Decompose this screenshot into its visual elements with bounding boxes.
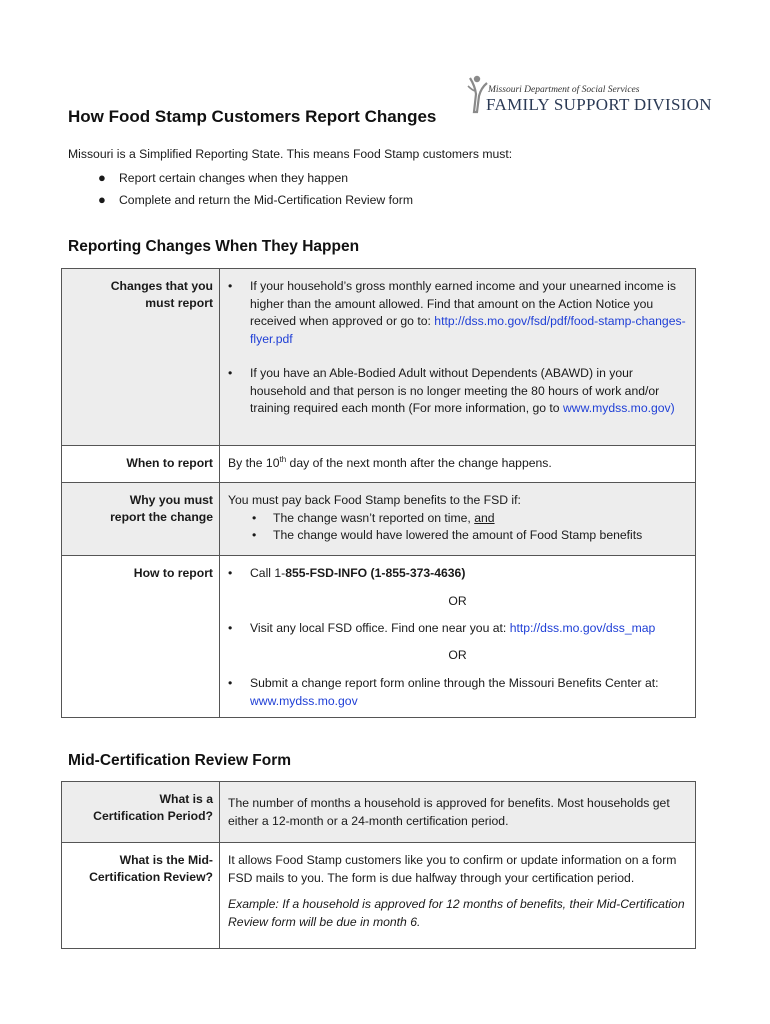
page-title: How Food Stamp Customers Report Changes [68,107,437,126]
row-label: Changes that you must report [62,269,220,446]
bullet-icon: • [228,676,233,690]
logo-dept-text: Missouri Department of Social Services [488,85,640,95]
list-item: • Visit any local FSD office. Find one near you at: http://dss.mo.gov/dss_map [228,620,687,638]
or-divider: OR [448,593,467,608]
list-item: • The change wasn’t reported on time, and [228,510,687,528]
intro-list [68,169,413,213]
table-row [62,556,696,718]
row-value [220,556,696,718]
fsd-logo [466,74,712,118]
or-divider: OR [448,647,467,662]
section-heading-midcert: Mid-Certification Review Form [68,752,292,769]
bullet-icon: • [252,528,257,542]
mydss-link[interactable]: www.mydss.mo.gov) [562,401,675,415]
table-row [62,269,696,446]
bullet-icon: • [228,279,233,293]
row-label: Why you must report the change [62,483,220,556]
section-heading-reporting: Reporting Changes When They Happen [68,238,360,255]
row-value: By the 10th day of the next month after the change happens. [220,446,696,483]
example-text: Example: If a household is approved for 12 months of benefits, their Mid-Certification Review form will be due in month 6. [228,897,685,929]
bullet-icon: ● [98,192,106,207]
row-label: How to report [62,556,220,718]
mydss-link[interactable]: www.mydss.mo.gov [250,693,358,708]
table-row [62,483,696,556]
bullet-icon: • [228,621,233,635]
reporting-table [61,268,696,718]
bullet-icon: • [228,366,233,380]
phone-number[interactable]: 855-FSD-INFO (1-855-373-4636) [285,566,466,580]
row-label: What is the Mid- Certification Review? [62,843,220,949]
row-value: It allows Food Stamp customers like you to confirm or update information on a form FSD mails to you. The form is due halfway through your certification period. Example: If a household is approved for 12 months of benefits, their Mid-Certification Review form will be due in month 6. [220,843,696,949]
table-row [62,446,696,483]
list-item: • If your household’s gross monthly earned income and your unearned income is higher than the amount allowed. Find that amount on the Action Notice you received when approved or go to: http://dss.mo.gov/fsd/pdf/food-stamp-changes-flyer.pdf [228,279,686,346]
list-item: • Call 1-855-FSD-INFO (1-855-373-4636) [228,565,687,583]
list-item: ● Complete and return the Mid-Certification Review form [98,192,413,207]
bullet-icon: ● [98,170,106,185]
list-item: • If you have an Able-Bodied Adult without Dependents (ABAWD) in your household and that person is no longer meeting the 80 hours of work and/or training required each month (For more information, go to www.mydss.mo.gov) [228,366,675,415]
table-row [62,843,696,949]
midcert-table [61,781,696,949]
flyer-link[interactable]: http://dss.mo.gov/fsd/pdf/food-stamp-changes-flyer.pdf [250,314,686,346]
list-item: • The change would have lowered the amount of Food Stamp benefits [228,527,687,545]
logo-division-text: FAMILY SUPPORT DIVISION [486,95,712,114]
table-row [62,782,696,843]
intro-text: Missouri is a Simplified Reporting State. This means Food Stamp customers must: [68,147,513,161]
row-label: What is a Certification Period? [62,782,220,843]
list-item: • Submit a change report form online through the Missouri Benefits Center at: www.mydss.mo.gov [228,676,659,708]
bullet-icon: • [228,566,233,580]
row-label: When to report [62,446,220,483]
row-value: You must pay back Food Stamp benefits to the FSD if: • The change wasn’t reported on time, and • The change would have lowered the amount of Food Stamp benefits [220,483,696,556]
dss-map-link[interactable]: http://dss.mo.gov/dss_map [509,621,656,635]
row-value [220,269,696,446]
bullet-icon: • [252,510,257,525]
row-value: The number of months a household is approved for benefits. Most households get either a 12-month or a 24-month certification period. [220,782,696,843]
list-item: ● Report certain changes when they happen [98,170,349,185]
